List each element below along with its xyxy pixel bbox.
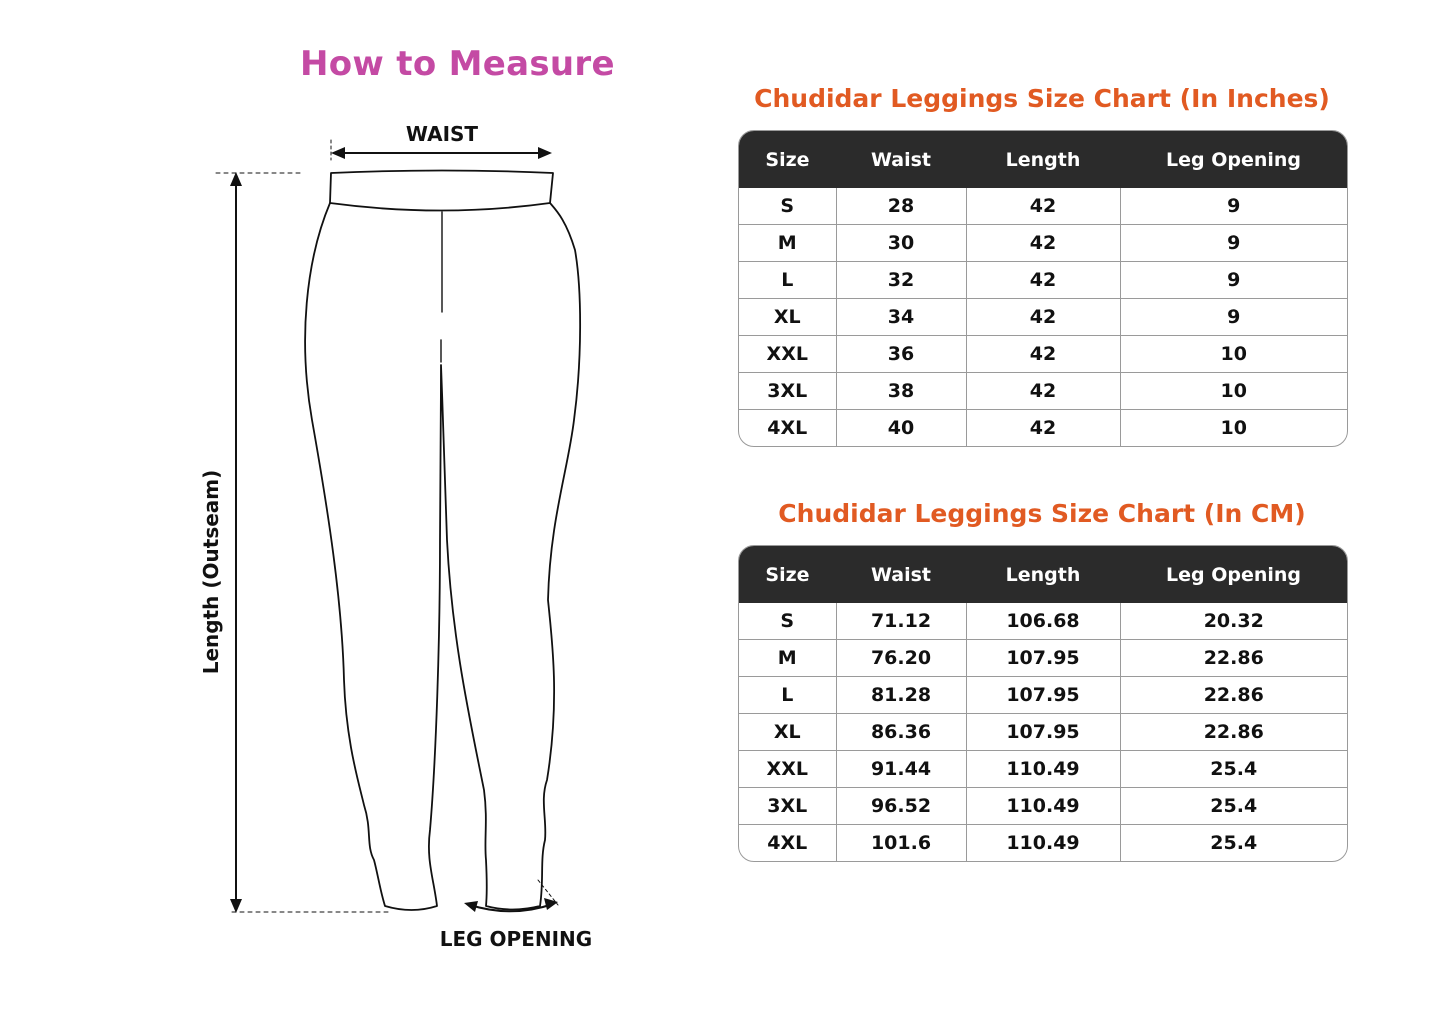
size-cell: 3XL	[739, 373, 836, 410]
table-header-row	[739, 546, 1347, 603]
leg-opening-cell: 22.86	[1120, 640, 1347, 677]
length-cell: 107.95	[966, 714, 1120, 751]
table-row	[739, 751, 1347, 788]
length-cell: 110.49	[966, 751, 1120, 788]
size-cell: 4XL	[739, 410, 836, 447]
leg-opening-cell: 9	[1120, 299, 1347, 336]
header-length: Length	[966, 131, 1120, 188]
length-arrowhead-top	[230, 172, 242, 186]
how-to-measure-title: How to Measure	[300, 44, 615, 84]
length-cell: 107.95	[966, 677, 1120, 714]
length-arrowhead-bottom	[230, 899, 242, 913]
waist-cell: 91.44	[836, 751, 966, 788]
cm-size-table	[738, 545, 1348, 862]
waist-cell: 36	[836, 336, 966, 373]
table-header-row	[739, 131, 1347, 188]
size-cell: M	[739, 225, 836, 262]
length-cell: 110.49	[966, 825, 1120, 862]
leg-opening-cell: 20.32	[1120, 603, 1347, 640]
header-size: Size	[739, 546, 836, 603]
waist-cell: 32	[836, 262, 966, 299]
size-cell: XL	[739, 714, 836, 751]
table-row	[739, 640, 1347, 677]
size-cell: 3XL	[739, 788, 836, 825]
table-row	[739, 714, 1347, 751]
cm-chart-title: Chudidar Leggings Size Chart (In CM)	[778, 499, 1306, 528]
leg-opening-arrowhead-left	[464, 901, 478, 912]
leg-opening-label: LEG OPENING	[439, 927, 593, 951]
length-cell: 42	[966, 299, 1120, 336]
leg-opening-cell: 9	[1120, 262, 1347, 299]
table-row	[739, 603, 1347, 640]
table-row	[739, 336, 1347, 373]
header-leg-opening: Leg Opening	[1120, 131, 1347, 188]
table-row	[739, 299, 1347, 336]
header-length: Length	[966, 546, 1120, 603]
leg-opening-cell: 9	[1120, 188, 1347, 225]
size-cell: 4XL	[739, 825, 836, 862]
leggings-waistband	[330, 171, 553, 211]
leg-opening-cell: 25.4	[1210, 832, 1258, 854]
waist-label: WAIST	[405, 122, 479, 146]
table-row	[739, 825, 1347, 862]
leg-opening-cell: 22.86	[1120, 714, 1347, 751]
leg-opening-cell: 10	[1120, 336, 1347, 373]
waist-cell: 76.20	[836, 640, 966, 677]
leg-opening-cell: 22.86	[1120, 677, 1347, 714]
size-cell: L	[739, 262, 836, 299]
waist-cell: 86.36	[836, 714, 966, 751]
table-row	[739, 188, 1347, 225]
waist-cell: 30	[836, 225, 966, 262]
waist-cell: 81.28	[836, 677, 966, 714]
length-cell: 42	[966, 373, 1120, 410]
leg-opening-cell: 25.4	[1120, 751, 1347, 788]
length-cell: 110.49	[966, 788, 1120, 825]
size-cell: XXL	[739, 336, 836, 373]
waist-cell: 40	[836, 410, 966, 447]
leg-opening-cell: 25.4	[1120, 788, 1347, 825]
waist-cell: 96.52	[836, 788, 966, 825]
header-size: Size	[739, 131, 836, 188]
length-cell: 42	[966, 336, 1120, 373]
size-cell: S	[739, 603, 836, 640]
waist-cell: 101.6	[836, 825, 966, 862]
table-row	[739, 262, 1347, 299]
table-row	[739, 788, 1347, 825]
header-waist: Waist	[836, 546, 966, 603]
size-cell: XL	[739, 299, 836, 336]
waist-cell: 71.12	[836, 603, 966, 640]
leg-opening-cell: 10	[1120, 373, 1347, 410]
table-row	[739, 677, 1347, 714]
length-cell: 106.68	[966, 603, 1120, 640]
waist-arrowhead-right	[538, 147, 552, 159]
header-leg-opening: Leg Opening	[1120, 546, 1347, 603]
size-cell: L	[739, 677, 836, 714]
size-cell: M	[739, 640, 836, 677]
table-row	[739, 225, 1347, 262]
length-outseam-label: Length (Outseam)	[199, 469, 223, 675]
length-cell: 42	[966, 225, 1120, 262]
length-cell: 107.95	[966, 640, 1120, 677]
header-waist: Waist	[836, 131, 966, 188]
leg-opening-cell: 10	[1220, 417, 1247, 439]
waist-cell: 34	[836, 299, 966, 336]
inch-size-table	[738, 130, 1348, 447]
waist-cell: 28	[836, 188, 966, 225]
inch-chart-title: Chudidar Leggings Size Chart (In Inches)	[754, 84, 1330, 113]
waist-cell: 38	[836, 373, 966, 410]
leg-opening-cell: 9	[1120, 225, 1347, 262]
leg-opening-arrowhead-right	[544, 898, 558, 910]
size-cell: S	[739, 188, 836, 225]
table-row	[739, 373, 1347, 410]
length-cell: 42	[966, 188, 1120, 225]
length-cell: 42	[966, 410, 1120, 447]
length-cell: 42	[966, 262, 1120, 299]
size-cell: XXL	[739, 751, 836, 788]
waist-arrowhead-left	[331, 147, 345, 159]
table-row	[739, 410, 1347, 447]
